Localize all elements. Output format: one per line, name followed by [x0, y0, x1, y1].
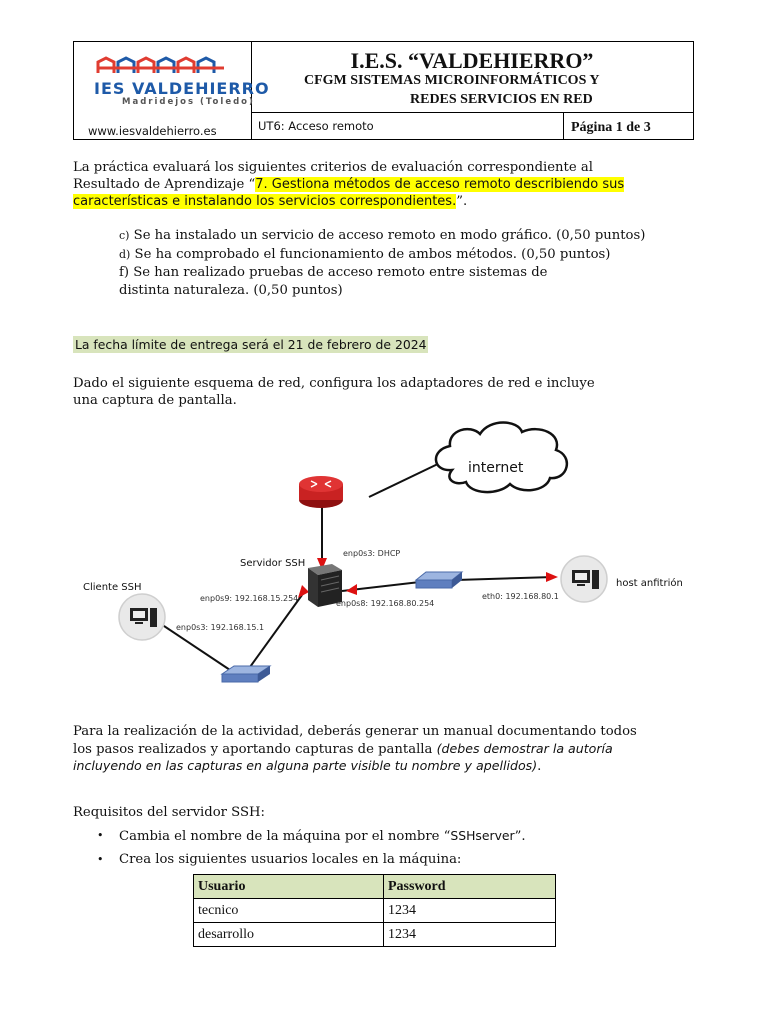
document-header [73, 41, 694, 140]
course-title-line1: CFGM SISTEMAS MICROINFORMÁTICOS Y [304, 73, 600, 88]
manual-line: Para la realización de la actividad, deberás generar un manual documentando todos [73, 724, 637, 739]
host-label: host anfitrión [616, 578, 683, 589]
table-cell: desarrollo [194, 923, 384, 947]
criterion-f [119, 264, 548, 281]
course-title-line2: REDES SERVICIOS EN RED [410, 92, 593, 107]
unit-title: UT6: Acceso remoto [258, 119, 374, 133]
server-label: Servidor SSH [240, 558, 306, 569]
bullet-icon: • [97, 829, 104, 842]
manual-italic-text: incluyendo en las capturas en alguna parte visible tu nombre y apellidos) [73, 758, 538, 773]
intro-line [73, 176, 624, 193]
table-cell: tecnico [194, 899, 384, 923]
manual-line [73, 740, 613, 758]
criterion-text: Se han realizado pruebas de acceso remoto entre sistemas de [133, 265, 548, 280]
switch-host-link [456, 577, 554, 580]
network-diagram [70, 420, 683, 705]
network-intro-line: Dado el siguiente esquema de red, configura los adaptadores de red e incluye [73, 376, 595, 391]
deadline-notice: La fecha límite de entrega será el 21 de febrero de 2024 [75, 337, 427, 352]
criterion-label: f) [119, 265, 130, 280]
school-title: I.E.S. “VALDEHIERRO” [350, 48, 594, 73]
criterion-text: Se ha instalado un servicio de acceso remoto en modo gráfico. (0,50 puntos) [133, 228, 646, 243]
criterion-text: distinta naturaleza. (0,50 puntos) [119, 283, 343, 298]
column-header: Usuario [194, 875, 384, 899]
manual-text: los pasos realizados y aportando capturas de pantalla [73, 742, 437, 757]
highlighted-outcome: características e instalando los servicios correspondientes. [73, 194, 457, 209]
client-computer-icon [119, 594, 165, 640]
logo-name: IES VALDEHIERRO [94, 79, 270, 98]
hostname-value: SSHserver [450, 828, 515, 843]
client-interface-label: enp0s3: 192.168.15.1 [176, 623, 265, 632]
intro-text: Resultado de Aprendizaje “ [73, 177, 256, 192]
network-intro-line: una captura de pantalla. [73, 393, 237, 408]
bullet-icon: • [97, 853, 104, 866]
column-header: Password [384, 875, 556, 899]
requirement-text: Cambia el nombre de la máquina por el nombre “ [119, 829, 451, 844]
client-label: Cliente SSH [83, 582, 142, 593]
internet-cloud-icon [436, 423, 567, 493]
criterion-label: c) [119, 229, 130, 242]
header-divider [563, 112, 564, 139]
logo-location: Madridejos (Toledo) [122, 97, 255, 107]
criterion-text: Se ha comprobado el funcionamiento de ambos métodos. (0,50 puntos) [134, 247, 611, 262]
table-cell: 1234 [384, 899, 556, 923]
requirement-text: ”. [514, 829, 526, 844]
website-link[interactable]: www.iesvaldehierro.es [88, 124, 217, 138]
intro-line [73, 193, 467, 210]
highlighted-outcome: 7. Gestiona métodos de acceso remoto describiendo sus [255, 177, 625, 192]
manual-line [73, 757, 541, 775]
intro-line: La práctica evaluará los siguientes criterios de evaluación correspondiente al [73, 160, 593, 175]
arrow-icon [546, 572, 558, 582]
intro-text: ”. [456, 194, 468, 209]
enp0s8-interface-label: enp0s8: 192.168.80.254 [336, 599, 435, 608]
header-divider [251, 112, 693, 113]
enp0s9-interface-label: enp0s9: 192.168.15.254 [200, 594, 299, 603]
table-row [194, 899, 556, 923]
arrow-icon [298, 585, 309, 598]
requirements-title: Requisitos del servidor SSH: [73, 805, 265, 820]
criterion-c [119, 227, 645, 244]
host-computer-icon [561, 556, 607, 602]
manual-italic-text: (debes demostrar la autoría [436, 741, 613, 756]
manual-text: . [537, 759, 542, 774]
host-interface-label: eth0: 192.168.80.1 [482, 592, 559, 601]
criterion-f-cont [119, 282, 343, 299]
school-logo-icon [96, 56, 228, 76]
requirement-item: Crea los siguientes usuarios locales en la máquina: [119, 852, 462, 867]
internet-label: internet [468, 460, 524, 476]
table-cell: 1234 [384, 923, 556, 947]
page-number: Página 1 de 3 [571, 120, 651, 135]
criterion-d [119, 246, 610, 263]
switch-icon [416, 572, 462, 588]
table-row [194, 923, 556, 947]
users-table [193, 874, 556, 947]
router-icon [299, 476, 343, 508]
requirement-item [119, 827, 526, 845]
dhcp-interface-label: enp0s3: DHCP [343, 549, 401, 558]
table-header-row [194, 875, 556, 899]
criterion-label: d) [119, 248, 131, 261]
